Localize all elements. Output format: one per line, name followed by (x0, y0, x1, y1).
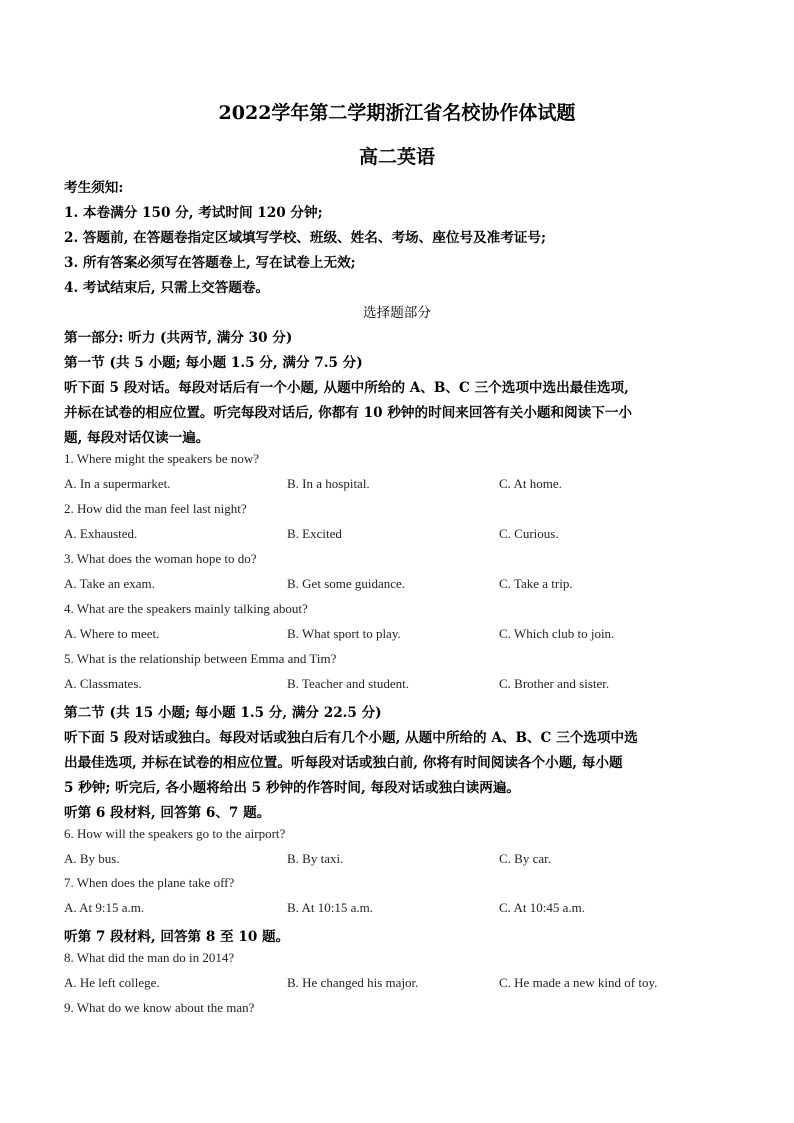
section1-instruction: 听下面 5 段对话。每段对话后有一个小题, 从题中所给的 A、B、C 三个选项中选出最佳选项, (64, 380, 629, 396)
section1-instruction: 题, 每段对话仅读一遍。 (64, 430, 210, 446)
notice-heading: 考生须知: (64, 180, 124, 196)
question-7: 7. When does the plane take off? (64, 875, 235, 890)
q6-option-b: B. By taxi. (287, 851, 344, 866)
question-4: 4. What are the speakers mainly talking about? (64, 601, 308, 616)
material-6-heading: 听第 6 段材料, 回答第 6、7 题。 (64, 805, 271, 821)
part1-heading: 第一部分: 听力 (共两节, 满分 30 分) (64, 330, 293, 346)
section-title: 选择题部分 (363, 305, 431, 321)
q4-option-c: C. Which club to join. (499, 626, 615, 641)
section1-instruction: 并标在试卷的相应位置。听完每段对话后, 你都有 10 秒钟的时间来回答有关小题和阅读下一小 (64, 405, 633, 421)
exam-subtitle: 高二英语 (358, 146, 435, 168)
q8-option-b: B. He changed his major. (287, 975, 419, 990)
exam-title: 2022学年第二学期浙江省名校协作体试题 (218, 102, 576, 124)
q6-option-a: A. By bus. (64, 851, 120, 866)
notice-item: 4. 考试结束后, 只需上交答题卷。 (64, 280, 270, 296)
material-7-heading: 听第 7 段材料, 回答第 8 至 10 题。 (64, 929, 290, 945)
q8-option-c: C. He made a new kind of toy. (499, 975, 658, 990)
q7-option-a: A. At 9:15 a.m. (64, 900, 145, 915)
q3-option-b: B. Get some guidance. (287, 576, 406, 591)
section2-instruction: 听下面 5 段对话或独白。每段对话或独白后有几个小题, 从题中所给的 A、B、C 三个选项中选 (64, 730, 638, 746)
notice-item: 3. 所有答案必须写在答题卷上, 写在试卷上无效; (64, 255, 356, 271)
section2-instruction: 出最佳选项, 并标在试卷的相应位置。听每段对话或独白前, 你将有时间阅读各个小题, 每小题 (64, 755, 623, 771)
q5-option-c: C. Brother and sister. (499, 676, 610, 691)
notice-item: 2. 答题前, 在答题卷指定区域填写学校、班级、姓名、考场、座位号及准考证号; (64, 230, 546, 246)
q5-option-b: B. Teacher and student. (287, 676, 409, 691)
question-1: 1. Where might the speakers be now? (64, 451, 260, 466)
q2-option-b: B. Excited (287, 526, 342, 541)
q7-option-c: C. At 10:45 a.m. (499, 900, 585, 915)
q8-option-a: A. He left college. (64, 975, 160, 990)
q1-option-c: C. At home. (499, 476, 562, 491)
question-9: 9. What do we know about the man? (64, 1000, 255, 1015)
question-2: 2. How did the man feel last night? (64, 501, 247, 516)
q6-option-c: C. By car. (499, 851, 551, 866)
notice-item: 1. 本卷满分 150 分, 考试时间 120 分钟; (64, 205, 323, 221)
q3-option-c: C. Take a trip. (499, 576, 573, 591)
q4-option-a: A. Where to meet. (64, 626, 160, 641)
q3-option-a: A. Take an exam. (64, 576, 155, 591)
section2-heading: 第二节 (共 15 小题; 每小题 1.5 分, 满分 22.5 分) (64, 705, 382, 721)
q1-option-b: B. In a hospital. (287, 476, 370, 491)
section1-heading: 第一节 (共 5 小题; 每小题 1.5 分, 满分 7.5 分) (64, 355, 363, 371)
q7-option-b: B. At 10:15 a.m. (287, 900, 373, 915)
section2-instruction: 5 秒钟; 听完后, 各小题将给出 5 秒钟的作答时间, 每段对话或独白读两遍。 (64, 780, 521, 796)
q2-option-c: C. Curious. (499, 526, 559, 541)
question-8: 8. What did the man do in 2014? (64, 950, 235, 965)
q1-option-a: A. In a supermarket. (64, 476, 171, 491)
q2-option-a: A. Exhausted. (64, 526, 138, 541)
q4-option-b: B. What sport to play. (287, 626, 401, 641)
question-5: 5. What is the relationship between Emma and Tim? (64, 651, 337, 666)
q5-option-a: A. Classmates. (64, 676, 142, 691)
question-3: 3. What does the woman hope to do? (64, 551, 257, 566)
question-6: 6. How will the speakers go to the airport? (64, 826, 286, 841)
